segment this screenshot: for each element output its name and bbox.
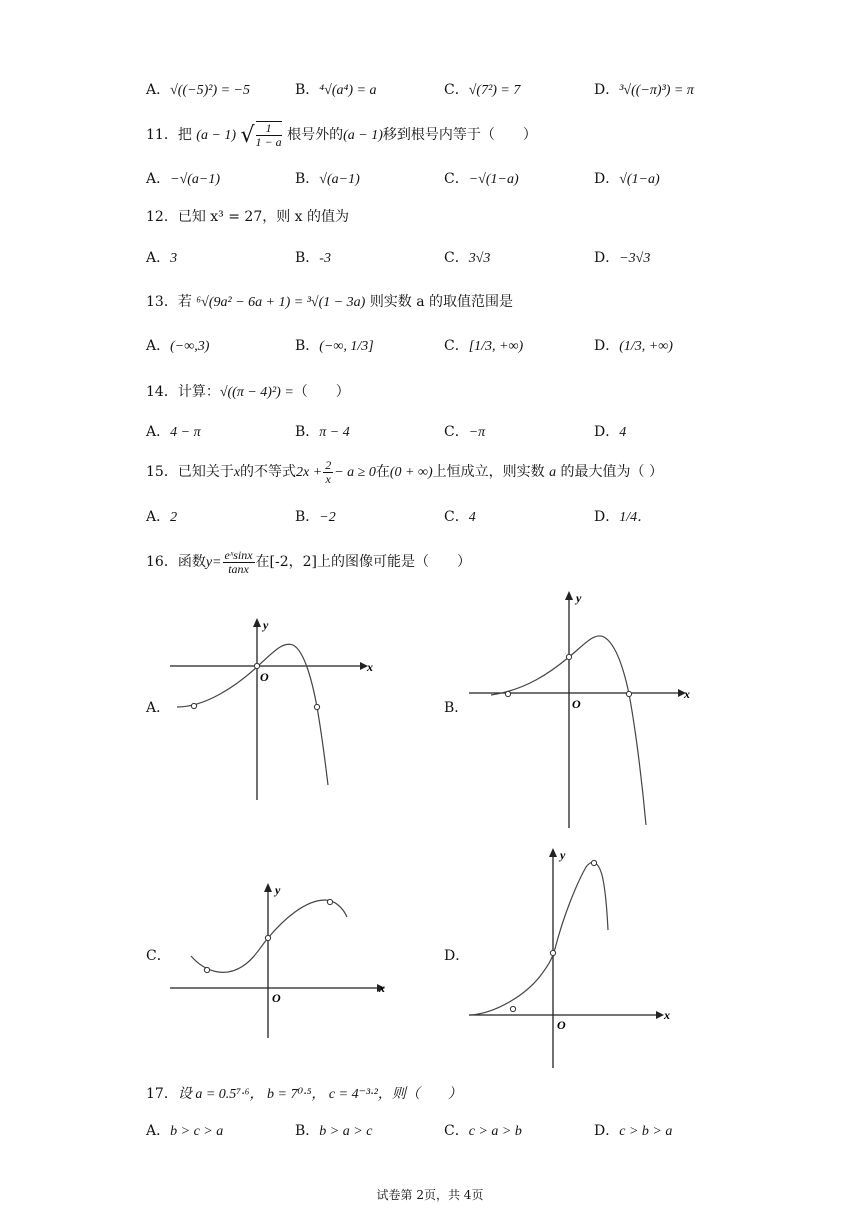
hollow-point (626, 691, 631, 696)
q14-stem: 14．计算：√((π − 4)²) =（ ） (146, 384, 350, 400)
q15-option-d[interactable]: D．1/4． (594, 509, 652, 525)
q15-option-b[interactable]: B．−2 (295, 509, 336, 525)
q17-option-d[interactable]: D．c > b > a (594, 1123, 673, 1139)
page-footer: 试卷第 2页，共 4页 (376, 1188, 484, 1202)
q16-graph-d[interactable] (466, 845, 676, 1070)
q15-stem: 15．已知关于x的不等式2x + $\frac{2}{x}$ − a ≥ 0在(0 + ∞)上恒成立，则实数 a 的最大值为（ ） (146, 457, 663, 486)
x-label: x (684, 687, 690, 701)
q17-option-b[interactable]: B．b > a > c (295, 1123, 373, 1139)
q12-option-a[interactable]: A．3 (146, 250, 178, 266)
hollow-point (510, 1006, 515, 1011)
q16-option-d-label[interactable]: D． (444, 948, 470, 964)
q14-options (0, 420, 860, 444)
q11-option-b[interactable]: B．√(a−1) (295, 171, 360, 187)
y-axis-arrow-icon (264, 883, 272, 892)
q13-option-c[interactable]: C．[1/3, +∞) (444, 338, 524, 354)
q11-option-c[interactable]: C．−√(1−a) (444, 171, 519, 187)
q10-option-b[interactable]: B．⁴√(a⁴) = a (295, 82, 377, 98)
x-label: x (664, 1008, 670, 1022)
function-curve (177, 644, 328, 785)
hollow-point (314, 704, 319, 709)
q16-stem: 16．函数y= $\frac{\text{eˣsinx}}{\tan x}$ 在[-2，2]上的图像可能是（ ） (146, 547, 472, 576)
y-axis-arrow-icon (253, 618, 261, 627)
q16-option-b-label[interactable]: B． (444, 700, 469, 716)
origin-label: O (272, 991, 281, 1005)
hollow-point (254, 663, 259, 668)
hollow-point (327, 899, 332, 904)
q10-option-d[interactable]: D．³√((−π)³) = π (594, 82, 694, 98)
q13-option-b[interactable]: B．(−∞, 1/3] (295, 338, 374, 354)
q15-option-c[interactable]: C．4 (444, 509, 476, 525)
hollow-point (591, 860, 596, 865)
q16-option-a-label[interactable]: A． (146, 700, 171, 716)
q10-options (0, 78, 860, 102)
q13-stem: 13．若 ⁶√(9a² − 6a + 1) = ³√(1 − 3a) 则实数 a 的取值范围是 (146, 294, 514, 310)
hollow-point (265, 935, 270, 940)
q12-stem: 12．已知 x³ = 27，则 x 的值为 (146, 209, 350, 225)
q10-option-c[interactable]: C．√(7²) = 7 (444, 82, 521, 98)
q16-option-c-label[interactable]: C． (146, 948, 171, 964)
q12-options (0, 246, 860, 270)
x-axis-arrow-icon (656, 1011, 664, 1019)
q16-graph-a[interactable] (165, 615, 373, 805)
q13-options (0, 334, 860, 358)
q15-options (0, 505, 860, 529)
q17-option-a[interactable]: A．b > c > a (146, 1123, 224, 1139)
q16-graph-b[interactable] (466, 590, 691, 830)
origin-label: O (572, 697, 581, 711)
q13-option-d[interactable]: D．(1/3, +∞) (594, 338, 673, 354)
hollow-point (566, 654, 571, 659)
origin-label: O (557, 1018, 566, 1032)
q12-option-d[interactable]: D．−3√3 (594, 250, 651, 266)
y-axis-arrow-icon (549, 848, 557, 857)
q16-graph-c[interactable] (165, 880, 395, 1040)
hollow-point (191, 703, 196, 708)
q17-stem: 17．设 a = 0.5⁷·⁶， b = 7⁰·⁵， c = 4⁻³·²，则（ ） (146, 1086, 462, 1102)
q11-option-a[interactable]: A．−√(a−1) (146, 171, 221, 187)
q11-option-d[interactable]: D．√(1−a) (594, 171, 660, 187)
q12-option-c[interactable]: C．3√3 (444, 250, 491, 266)
x-label: x (367, 660, 373, 674)
q11-options (0, 167, 860, 191)
q14-option-d[interactable]: D．4 (594, 424, 627, 440)
y-axis-arrow-icon (565, 591, 573, 600)
q14-option-b[interactable]: B．π − 4 (295, 424, 350, 440)
function-curve (471, 862, 608, 1015)
q10-option-a[interactable]: A．√((−5)²) = −5 (146, 82, 250, 98)
hollow-point (505, 691, 510, 696)
y-label: y (263, 618, 269, 632)
q12-option-b[interactable]: B．-3 (295, 250, 331, 266)
q14-option-c[interactable]: C．−π (444, 424, 486, 440)
y-label: y (560, 848, 566, 862)
q15-option-a[interactable]: A．2 (146, 509, 178, 525)
q13-option-a[interactable]: A．(−∞,3) (146, 338, 210, 354)
y-label: y (275, 883, 281, 897)
x-label: x (379, 981, 385, 995)
q17-options (0, 1119, 860, 1143)
y-label: y (576, 591, 582, 605)
q11-stem: 11．把 (a − 1) √ $\frac{1}{1 - a}$ 根号外的(a − 1)移到根号内等于（ ） (146, 121, 537, 149)
origin-label: O (260, 670, 269, 684)
q17-option-c[interactable]: C．c > a > b (444, 1123, 522, 1139)
q14-option-a[interactable]: A．4 − π (146, 424, 201, 440)
hollow-point (550, 950, 555, 955)
hollow-point (204, 967, 209, 972)
